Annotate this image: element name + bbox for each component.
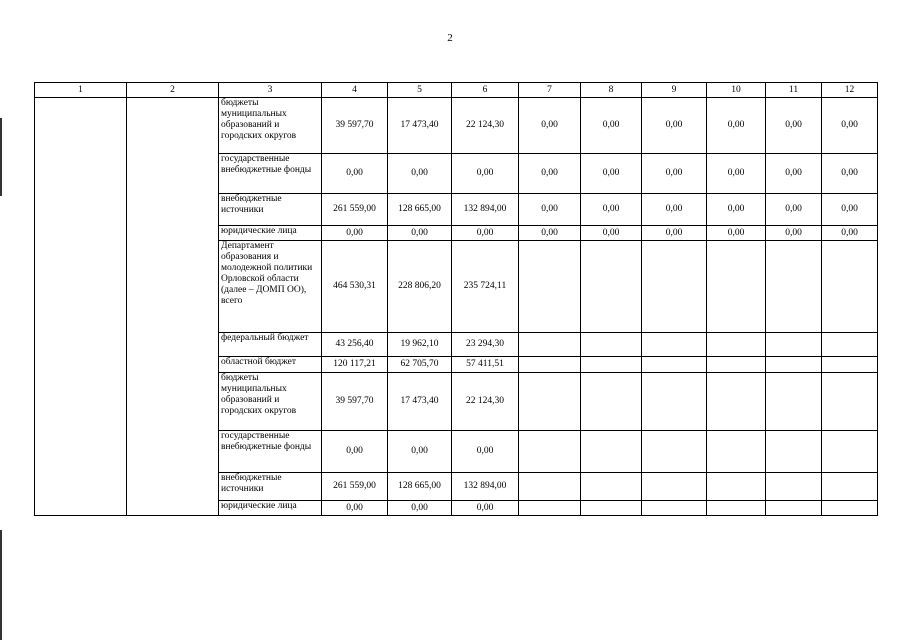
value-cell <box>519 473 581 501</box>
value-cell: 0,00 <box>519 154 581 194</box>
value-cell: 0,00 <box>581 98 642 154</box>
value-cell: 0,00 <box>452 431 519 473</box>
value-cell: 0,00 <box>822 98 878 154</box>
value-cell: 0,00 <box>519 98 581 154</box>
value-cell: 0,00 <box>452 501 519 516</box>
row-label: Департамент образования и молодежной политики Орловской области (далее – ДОМП ОО), всего <box>219 241 322 333</box>
value-cell: 0,00 <box>642 194 707 226</box>
row-label: внебюджетные источники <box>219 194 322 226</box>
column-header: 8 <box>581 83 642 98</box>
value-cell <box>581 333 642 357</box>
value-cell <box>766 357 822 373</box>
value-cell: 62 705,70 <box>388 357 452 373</box>
value-cell: 57 411,51 <box>452 357 519 373</box>
value-cell: 235 724,11 <box>452 241 519 333</box>
value-cell <box>707 241 766 333</box>
value-cell <box>642 473 707 501</box>
value-cell: 0,00 <box>707 154 766 194</box>
value-cell: 0,00 <box>581 154 642 194</box>
row-label: бюджеты муниципальных образований и городских округов <box>219 98 322 154</box>
value-cell: 0,00 <box>707 194 766 226</box>
value-cell <box>519 357 581 373</box>
value-cell: 0,00 <box>388 431 452 473</box>
value-cell <box>519 333 581 357</box>
value-cell <box>707 373 766 431</box>
value-cell <box>707 357 766 373</box>
column-header: 4 <box>322 83 388 98</box>
value-cell: 0,00 <box>322 431 388 473</box>
value-cell: 43 256,40 <box>322 333 388 357</box>
row-label: бюджеты муниципальных образований и городских округов <box>219 373 322 431</box>
value-cell <box>642 241 707 333</box>
value-cell <box>822 473 878 501</box>
column-header: 9 <box>642 83 707 98</box>
value-cell: 39 597,70 <box>322 373 388 431</box>
value-cell: 0,00 <box>519 194 581 226</box>
value-cell <box>766 501 822 516</box>
column-header: 1 <box>35 83 127 98</box>
value-cell <box>581 473 642 501</box>
row-label: юридические лица <box>219 501 322 516</box>
value-cell: 0,00 <box>452 154 519 194</box>
value-cell: 22 124,30 <box>452 98 519 154</box>
value-cell: 261 559,00 <box>322 473 388 501</box>
value-cell: 0,00 <box>822 194 878 226</box>
column-header: 11 <box>766 83 822 98</box>
value-cell: 120 117,21 <box>322 357 388 373</box>
value-cell: 19 962,10 <box>388 333 452 357</box>
value-cell <box>822 501 878 516</box>
budget-table <box>34 82 878 516</box>
value-cell <box>822 431 878 473</box>
value-cell: 0,00 <box>581 226 642 241</box>
value-cell <box>766 333 822 357</box>
row-label: государственные внебюджетные фонды <box>219 154 322 194</box>
value-cell: 23 294,30 <box>452 333 519 357</box>
value-cell: 0,00 <box>322 154 388 194</box>
row-label: областной бюджет <box>219 357 322 373</box>
scan-edge-mark <box>0 530 2 640</box>
header-row <box>35 83 878 98</box>
value-cell <box>822 373 878 431</box>
row-label: внебюджетные источники <box>219 473 322 501</box>
value-cell: 17 473,40 <box>388 98 452 154</box>
value-cell <box>707 473 766 501</box>
value-cell: 128 665,00 <box>388 194 452 226</box>
value-cell: 0,00 <box>322 501 388 516</box>
column-1-cell <box>35 98 127 516</box>
value-cell <box>707 431 766 473</box>
value-cell <box>581 241 642 333</box>
value-cell <box>519 431 581 473</box>
column-header: 7 <box>519 83 581 98</box>
value-cell: 0,00 <box>388 154 452 194</box>
value-cell: 0,00 <box>642 226 707 241</box>
value-cell: 128 665,00 <box>388 473 452 501</box>
value-cell: 261 559,00 <box>322 194 388 226</box>
scan-edge-mark <box>0 118 2 196</box>
value-cell: 0,00 <box>766 194 822 226</box>
value-cell <box>822 241 878 333</box>
value-cell: 0,00 <box>322 226 388 241</box>
value-cell: 22 124,30 <box>452 373 519 431</box>
value-cell: 17 473,40 <box>388 373 452 431</box>
value-cell: 0,00 <box>766 98 822 154</box>
value-cell: 0,00 <box>581 194 642 226</box>
value-cell <box>642 431 707 473</box>
value-cell <box>766 241 822 333</box>
value-cell: 39 597,70 <box>322 98 388 154</box>
value-cell <box>581 357 642 373</box>
value-cell: 0,00 <box>707 98 766 154</box>
value-cell: 0,00 <box>642 154 707 194</box>
value-cell <box>642 357 707 373</box>
row-label: федеральный бюджет <box>219 333 322 357</box>
column-2-cell <box>127 98 219 516</box>
column-header: 3 <box>219 83 322 98</box>
value-cell: 0,00 <box>766 226 822 241</box>
value-cell <box>822 357 878 373</box>
value-cell <box>642 373 707 431</box>
value-cell: 228 806,20 <box>388 241 452 333</box>
row-label: государственные внебюджетные фонды <box>219 431 322 473</box>
value-cell: 0,00 <box>519 226 581 241</box>
column-header: 5 <box>388 83 452 98</box>
value-cell <box>519 241 581 333</box>
row-label: юридические лица <box>219 226 322 241</box>
page-number: 2 <box>447 32 453 44</box>
value-cell: 0,00 <box>822 226 878 241</box>
column-header: 12 <box>822 83 878 98</box>
value-cell <box>766 373 822 431</box>
value-cell <box>581 501 642 516</box>
value-cell: 464 530,31 <box>322 241 388 333</box>
value-cell: 0,00 <box>452 226 519 241</box>
value-cell: 0,00 <box>388 501 452 516</box>
value-cell <box>707 333 766 357</box>
value-cell <box>707 501 766 516</box>
column-header: 10 <box>707 83 766 98</box>
value-cell <box>519 501 581 516</box>
value-cell: 0,00 <box>642 98 707 154</box>
column-header: 2 <box>127 83 219 98</box>
value-cell: 0,00 <box>766 154 822 194</box>
value-cell: 0,00 <box>388 226 452 241</box>
value-cell: 0,00 <box>822 154 878 194</box>
value-cell <box>766 431 822 473</box>
column-header: 6 <box>452 83 519 98</box>
value-cell <box>766 473 822 501</box>
value-cell: 0,00 <box>707 226 766 241</box>
value-cell: 132 894,00 <box>452 473 519 501</box>
value-cell: 132 894,00 <box>452 194 519 226</box>
table-row <box>35 98 878 154</box>
value-cell <box>822 333 878 357</box>
value-cell <box>642 333 707 357</box>
value-cell <box>581 373 642 431</box>
value-cell <box>642 501 707 516</box>
value-cell <box>519 373 581 431</box>
value-cell <box>581 431 642 473</box>
